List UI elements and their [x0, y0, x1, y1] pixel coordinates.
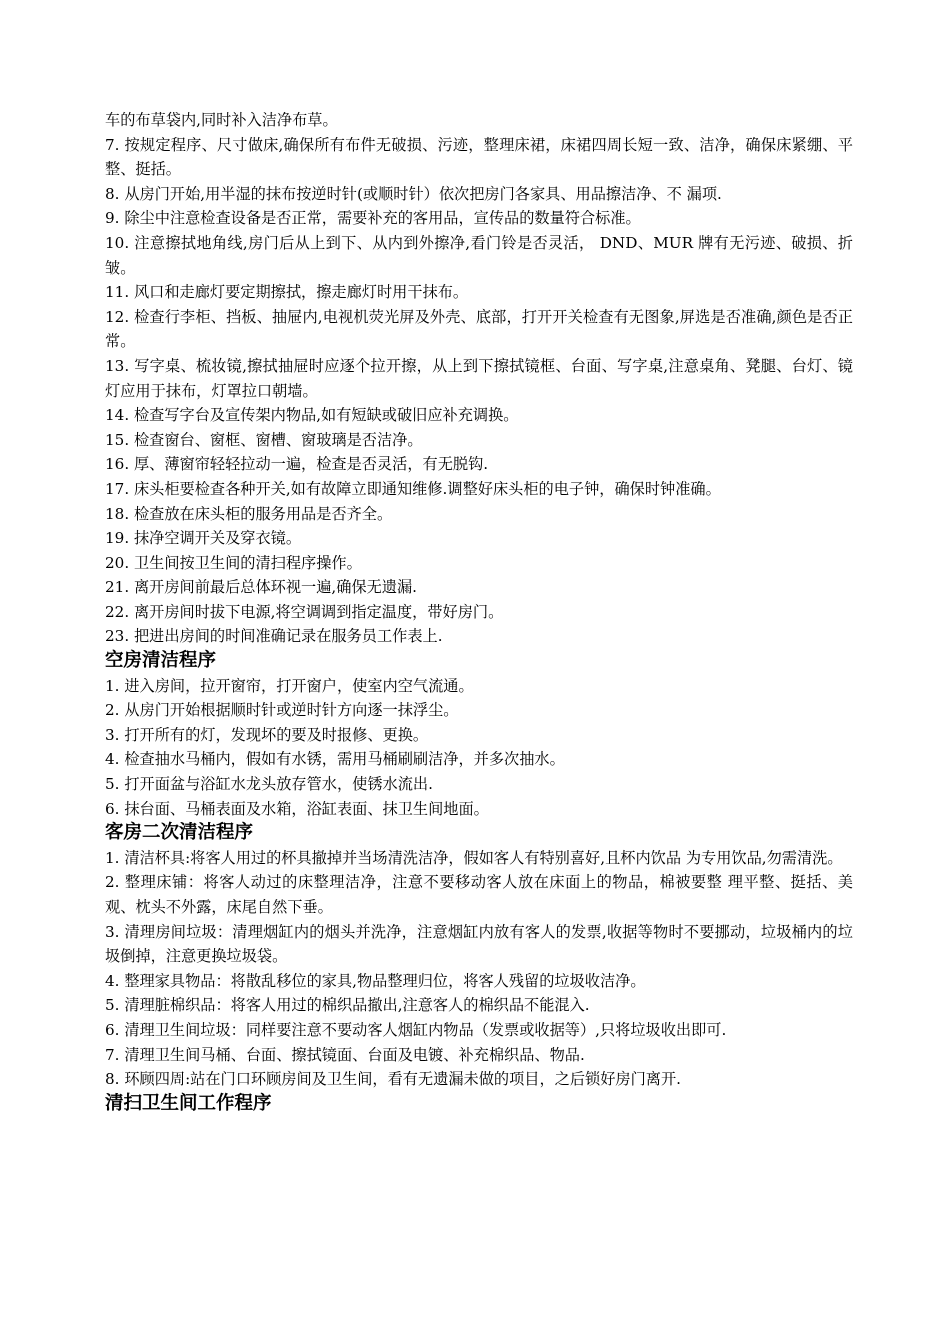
paragraph-step-21: 21. 离开房间前最后总体环视一遍,确保无遗漏. [105, 578, 418, 597]
paragraph-second-step-2: 2. 整理床铺：将客人动过的床整理洁净，注意不要移动客人放在床面上的物品，棉被要整 理平整、挺括、美观、枕头不外露，床尾自然下垂。 [105, 873, 853, 916]
paragraph-step-19: 19. 抹净空调开关及穿衣镜。 [105, 529, 302, 548]
paragraph-vacant-step-6: 6. 抹台面、马桶表面及水箱，浴缸表面、抹卫生间地面。 [105, 799, 489, 818]
paragraph-vacant-step-2: 2. 从房门开始根据顺时针或逆时针方向逐一抹浮尘。 [105, 701, 459, 720]
paragraph-step-16: 16. 厚、薄窗帘轻轻拉动一遍，检查是否灵活，有无脱钩. [105, 455, 489, 474]
paragraph-second-step-7: 7. 清理卫生间马桶、台面、擦拭镜面、台面及电镀、补充棉织品、物品. [105, 1045, 585, 1064]
section-heading-vacant-room: 空房清洁程序 [105, 650, 217, 672]
paragraph-step-20: 20. 卫生间按卫生间的清扫程序操作。 [105, 553, 362, 572]
document-body [105, 108, 853, 1116]
paragraph-step-15: 15. 检查窗台、窗框、窗槽、窗玻璃是否洁净。 [105, 430, 423, 449]
paragraph-step-14: 14. 检查写字台及宣传架内物品,如有短缺或破旧应补充调换。 [105, 406, 519, 425]
paragraph-step-23: 23. 把进出房间的时间准确记录在服务员工作表上. [105, 627, 443, 646]
paragraph-vacant-step-3: 3. 打开所有的灯，发现坏的要及时报修、更换。 [105, 725, 429, 744]
paragraph-vacant-step-4: 4. 检查抽水马桶内，假如有水锈，需用马桶刷刷洁净，并多次抽水。 [105, 750, 565, 769]
paragraph-intro: 车的布草袋内,同时补入洁净布草。 [105, 111, 338, 129]
paragraph-step-11: 11. 风口和走廊灯要定期擦拭，擦走廊灯时用干抹布。 [105, 283, 469, 302]
paragraph-second-step-5: 5. 清理脏棉织品：将客人用过的棉织品撤出,注意客人的棉织品不能混入. [105, 996, 590, 1015]
paragraph-second-step-3: 3. 清理房间垃圾：清理烟缸内的烟头并洗净，注意烟缸内放有客人的发票,收据等物时不要挪动，垃圾桶内的垃圾倒掉，注意更换垃圾袋。 [105, 922, 853, 966]
section-heading-second-cleaning: 客房二次清洁程序 [105, 822, 254, 844]
paragraph-second-step-4: 4. 整理家具物品：将散乱移位的家具,物品整理归位，将客人残留的垃圾收洁净。 [105, 971, 646, 990]
paragraph-vacant-step-1: 1. 进入房间，拉开窗帘，打开窗户，使室内空气流通。 [105, 676, 474, 695]
paragraph-step-8: 8. 从房门开始,用半湿的抹布按逆时针(或顺时针）依次把房门各家具、用品擦洁净、不 漏项. [105, 184, 722, 203]
paragraph-step-12: 12. 检查行李柜、挡板、抽屉内,电视机荧光屏及外壳、底部，打开开关检查有无图象,屏选是否准确,颜色是否正常。 [105, 307, 853, 351]
paragraph-step-9: 9. 除尘中注意检查设备是否正常，需要补充的客用品，宣传品的数量符合标准。 [105, 209, 641, 228]
paragraph-step-13: 13. 写字桌、梳妆镜,擦拭抽屉时应逐个拉开擦，从上到下擦拭镜框、台面、写字桌,注意桌角、凳腿、台灯、镜灯应用于抹布，灯罩拉口朝墙。 [105, 356, 853, 400]
paragraph-step-10: 10. 注意擦拭地角线,房门后从上到下、从内到外擦净,看门铃是否灵活， DND、MUR 牌有无污迹、破损、折皱。 [105, 233, 853, 277]
paragraph-step-18: 18. 检查放在床头柜的服务用品是否齐全。 [105, 504, 393, 523]
paragraph-step-17: 17. 床头柜要检查各种开关,如有故障立即通知维修.调整好床头柜的电子钟，确保时钟准确。 [105, 479, 721, 498]
paragraph-second-step-1: 1. 清洁杯具:将客人用过的杯具撤掉并当场清洗洁净，假如客人有特别喜好,且杯内饮品 为专用饮品,勿需清洗。 [105, 848, 843, 867]
section-heading-bathroom-cleaning: 清扫卫生间工作程序 [105, 1092, 272, 1114]
paragraph-second-step-8: 8. 环顾四周:站在门口环顾房间及卫生间，看有无遗漏未做的项目，之后锁好房门离开. [105, 1070, 682, 1089]
paragraph-vacant-step-5: 5. 打开面盆与浴缸水龙头放存管水，使锈水流出. [105, 775, 433, 794]
paragraph-step-22: 22. 离开房间时拔下电源,将空调调到指定温度，带好房门。 [105, 602, 504, 621]
paragraph-second-step-6: 6. 清理卫生间垃圾：同样要注意不要动客人烟缸内物品（发票或收据等）,只将垃圾收出即可. [105, 1020, 727, 1039]
paragraph-step-7: 7. 按规定程序、尺寸做床,确保所有布件无破损、污迹，整理床裙，床裙四周长短一致、洁净，确保床紧绷、平整、挺括。 [105, 135, 853, 179]
